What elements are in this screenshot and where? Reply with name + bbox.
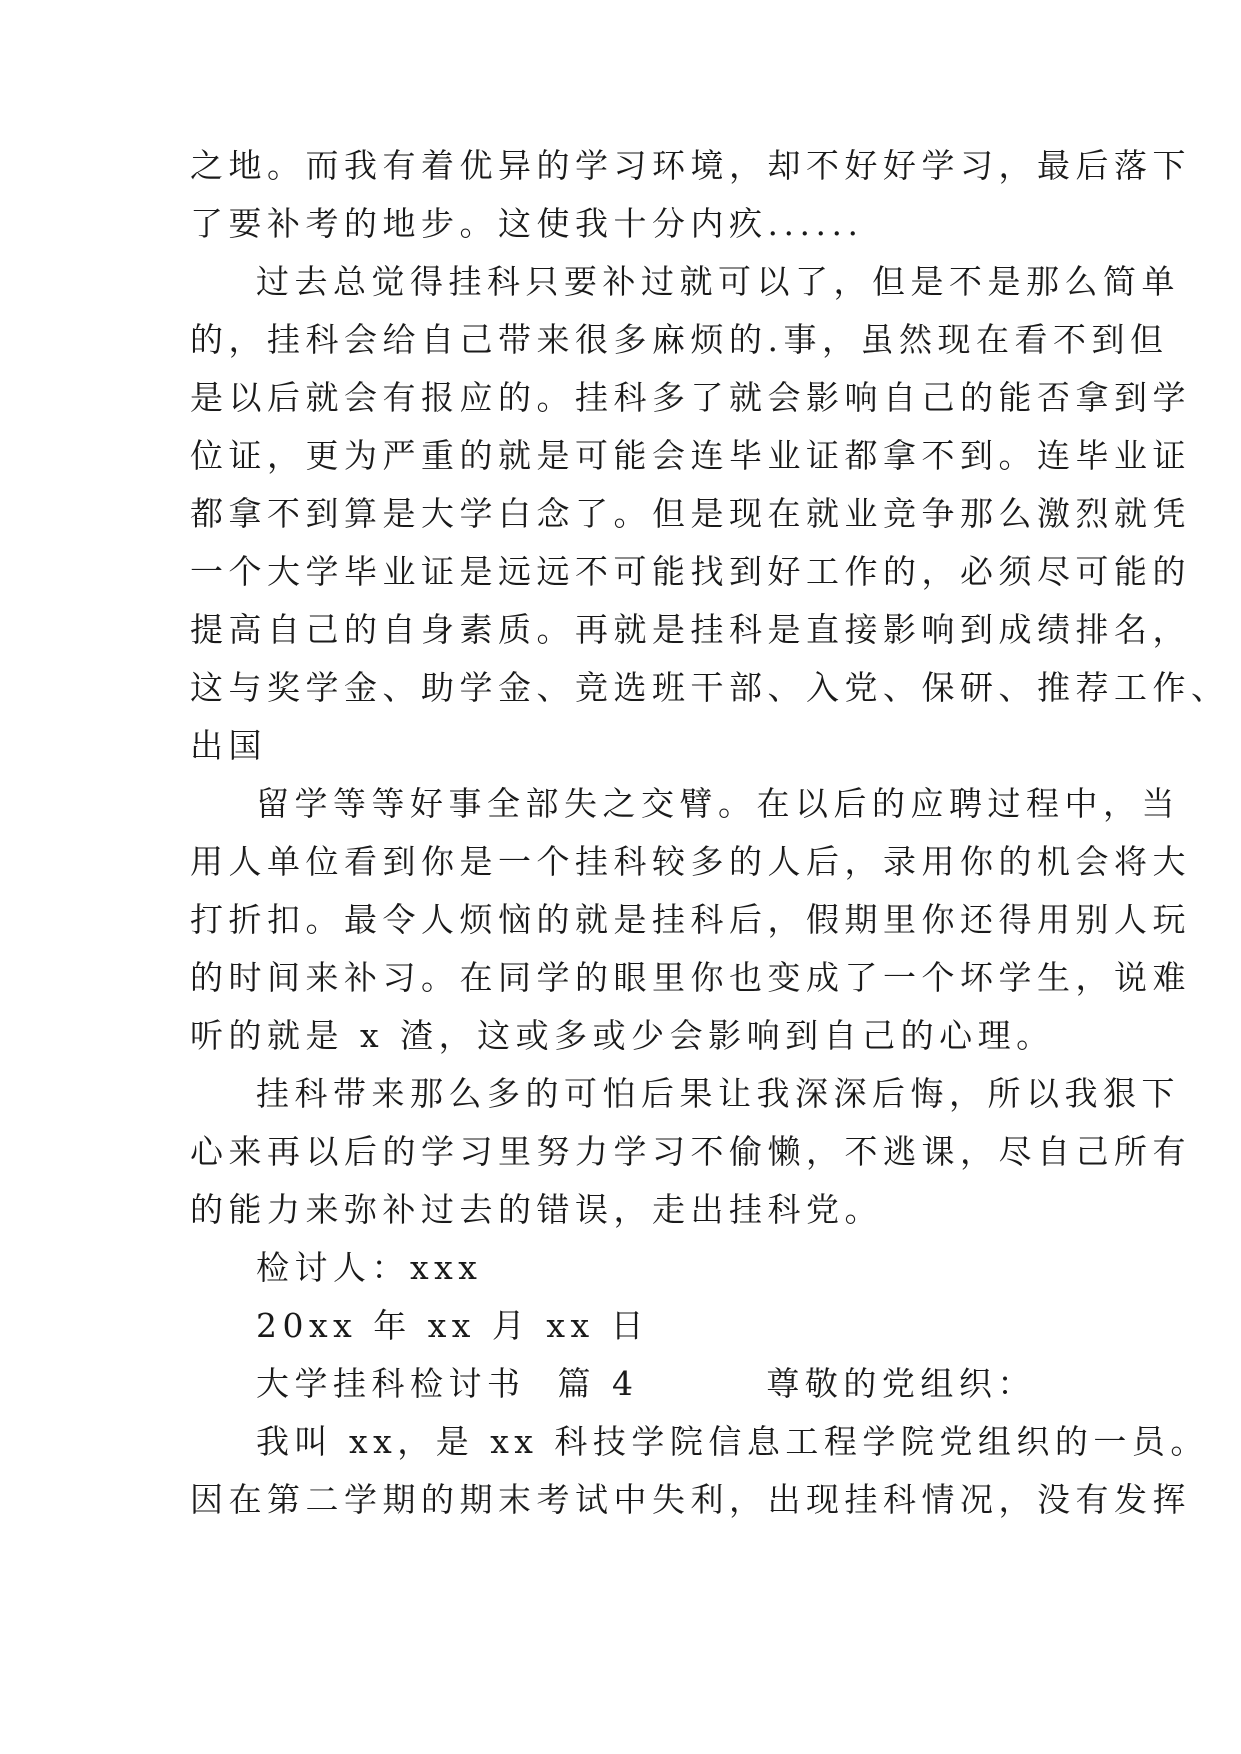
body-line: 的能力来弥补过去的错误，走出挂科党。 — [190, 1190, 883, 1229]
body-line: 是以后就会有报应的。挂科多了就会影响自己的能否拿到学 — [190, 378, 1191, 417]
body-line: 的时间来补习。在同学的眼里你也变成了一个坏学生，说难 — [190, 958, 1191, 997]
body-line: 因在第二学期的期末考试中失利，出现挂科情况，没有发挥 — [190, 1480, 1191, 1519]
body-line: 之地。而我有着优异的学习环境，却不好好学习，最后落下 — [190, 146, 1191, 185]
body-line: 了要补考的地步。这使我十分内疚...... — [190, 204, 864, 243]
body-line: 一个大学毕业证是远远不可能找到好工作的，必须尽可能的 — [190, 552, 1191, 591]
paragraph-first-line: 过去总觉得挂科只要补过就可以了，但是不是那么简单 — [256, 262, 1180, 301]
body-line: 位证，更为严重的就是可能会连毕业证都拿不到。连毕业证 — [190, 436, 1191, 475]
body-line: 听的就是 x 渣，这或多或少会影响到自己的心理。 — [190, 1016, 1055, 1055]
body-line: 用人单位看到你是一个挂科较多的人后，录用你的机会将大 — [190, 842, 1191, 881]
body-line: 出国 — [190, 726, 267, 765]
paragraph-first-line: 留学等等好事全部失之交臂。在以后的应聘过程中，当 — [256, 784, 1180, 823]
section-heading: 大学挂科检讨书 篇 4 尊敬的党组织： — [256, 1364, 1036, 1403]
body-line: 打折扣。最令人烦恼的就是挂科后，假期里你还得用别人玩 — [190, 900, 1191, 939]
body-line: 心来再以后的学习里努力学习不偷懒，不逃课，尽自己所有 — [190, 1132, 1191, 1171]
date-line: 20xx 年 xx 月 xx 日 — [256, 1306, 650, 1345]
body-line: 的，挂科会给自己带来很多麻烦的.事，虽然现在看不到但 — [190, 320, 1169, 359]
body-line: 提高自己的自身素质。再就是挂科是直接影响到成绩排名， — [190, 610, 1191, 649]
paragraph-first-line: 我叫 xx，是 xx 科技学院信息工程学院党组织的一员。 — [256, 1422, 1209, 1461]
paragraph-first-line: 挂科带来那么多的可怕后果让我深深后悔，所以我狠下 — [256, 1074, 1180, 1113]
body-line: 这与奖学金、助学金、竞选班干部、入党、保研、推荐工作、 — [190, 668, 1230, 707]
signature-line: 检讨人：xxx — [256, 1248, 483, 1287]
body-line: 都拿不到算是大学白念了。但是现在就业竞争那么激烈就凭 — [190, 494, 1191, 533]
